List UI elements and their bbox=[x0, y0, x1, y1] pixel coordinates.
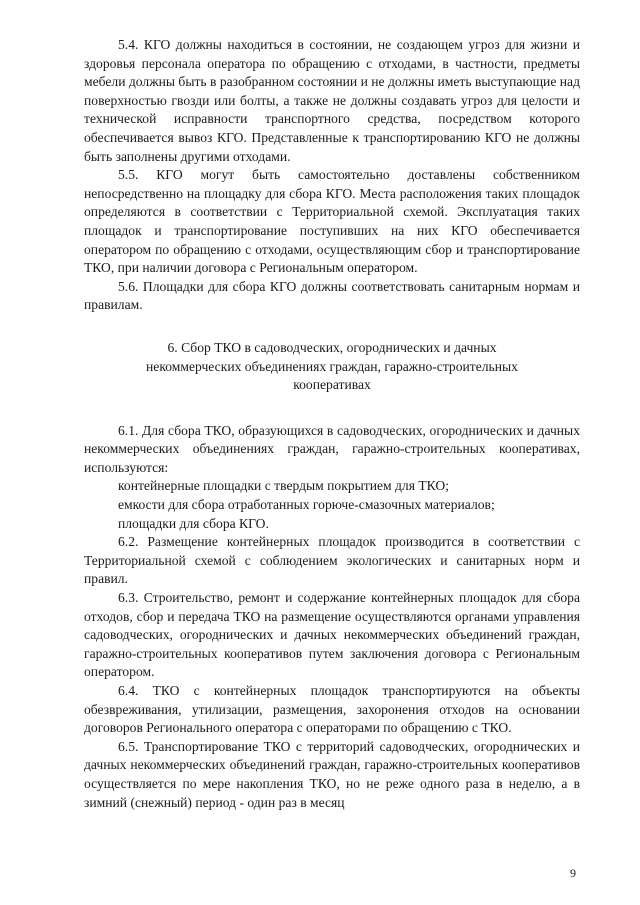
list-item-kgo-sites: площадки для сбора КГО. bbox=[118, 515, 269, 531]
paragraph-6-3: 6.3. Строительство, ремонт и содержание контейнерных площадок для сбора отходов, сбор и передача ТКО на размещение осуществляются органами управления садоводческих, огороднических и дачных некоммерческих объединений граждан, гаражно-строительных кооперативов путем заключения договора с Региональным оператором. bbox=[84, 590, 580, 680]
paragraph-5-4: 5.4. КГО должны находиться в состоянии, не создающем угроз для жизни и здоровья персонала оператора по обращению с отходами, в частности, предметы мебели должны быть в разобранном состоянии и не должны иметь выступающие над поверхностью гвозди или болты, а также не должны создавать угроз для целости и технической исправности транспортного средства, посредством которого обеспечивается вывоз КГО. Представленные к транспортированию КГО не должны быть заполнены другими отходами. bbox=[84, 37, 580, 164]
paragraph-6-1: 6.1. Для сбора ТКО, образующихся в садоводческих, огороднических и дачных некоммерческих объединениях граждан, гаражно-строительных кооперативах, используются: bbox=[84, 422, 580, 475]
page-number: 9 bbox=[570, 866, 576, 880]
paragraph-6-5: 6.5. Транспортирование ТКО с территорий садоводческих, огороднических и дачных некоммерческих объединений граждан, гаражно-строительных кооперативов осуществляется по мере накопления ТКО, но не реже одного раза в неделю, а в зимний (снежный) период - один раз в месяц bbox=[84, 738, 580, 810]
paragraph-5-5: 5.5. КГО могут быть самостоятельно доставлены собственником непосредственно на площадку для сбора КГО. Места расположения таких площадок определяются в соответствии с Территориальной схемой. Эксплуатация таких площадок и транспортирование поступивших на них КГО обеспечивается оператором по обращению с отходами, осуществляющим сбор и транспортирование ТКО, при наличии договора с Региональным оператором. bbox=[84, 167, 580, 276]
paragraph-6-4: 6.4. ТКО с контейнерных площадок транспортируются на объекты обезвреживания, утилизации, размещения, захоронения отходов на основании договоров Регионального оператора с операторами по обращению с ТКО. bbox=[84, 683, 580, 736]
list-item-fuel-containers: емкости для сбора отработанных горюче-смазочных материалов; bbox=[118, 497, 495, 513]
document-page bbox=[84, 36, 580, 812]
paragraph-5-6: 5.6. Площадки для сбора КГО должны соответствовать санитарным нормам и правилам. bbox=[84, 278, 580, 313]
list-item-container-sites: контейнерные площадки с твердым покрытием для ТКО; bbox=[118, 478, 449, 494]
paragraph-6-2: 6.2. Размещение контейнерных площадок производится в соответствии с Территориальной схемой с соблюдением экологических и санитарных норм и правил. bbox=[84, 534, 580, 587]
section-6-heading: 6. Сбор ТКО в садоводческих, огороднических и дачных некоммерческих объединениях граждан, гаражно-строительных кооперативах bbox=[146, 339, 518, 393]
